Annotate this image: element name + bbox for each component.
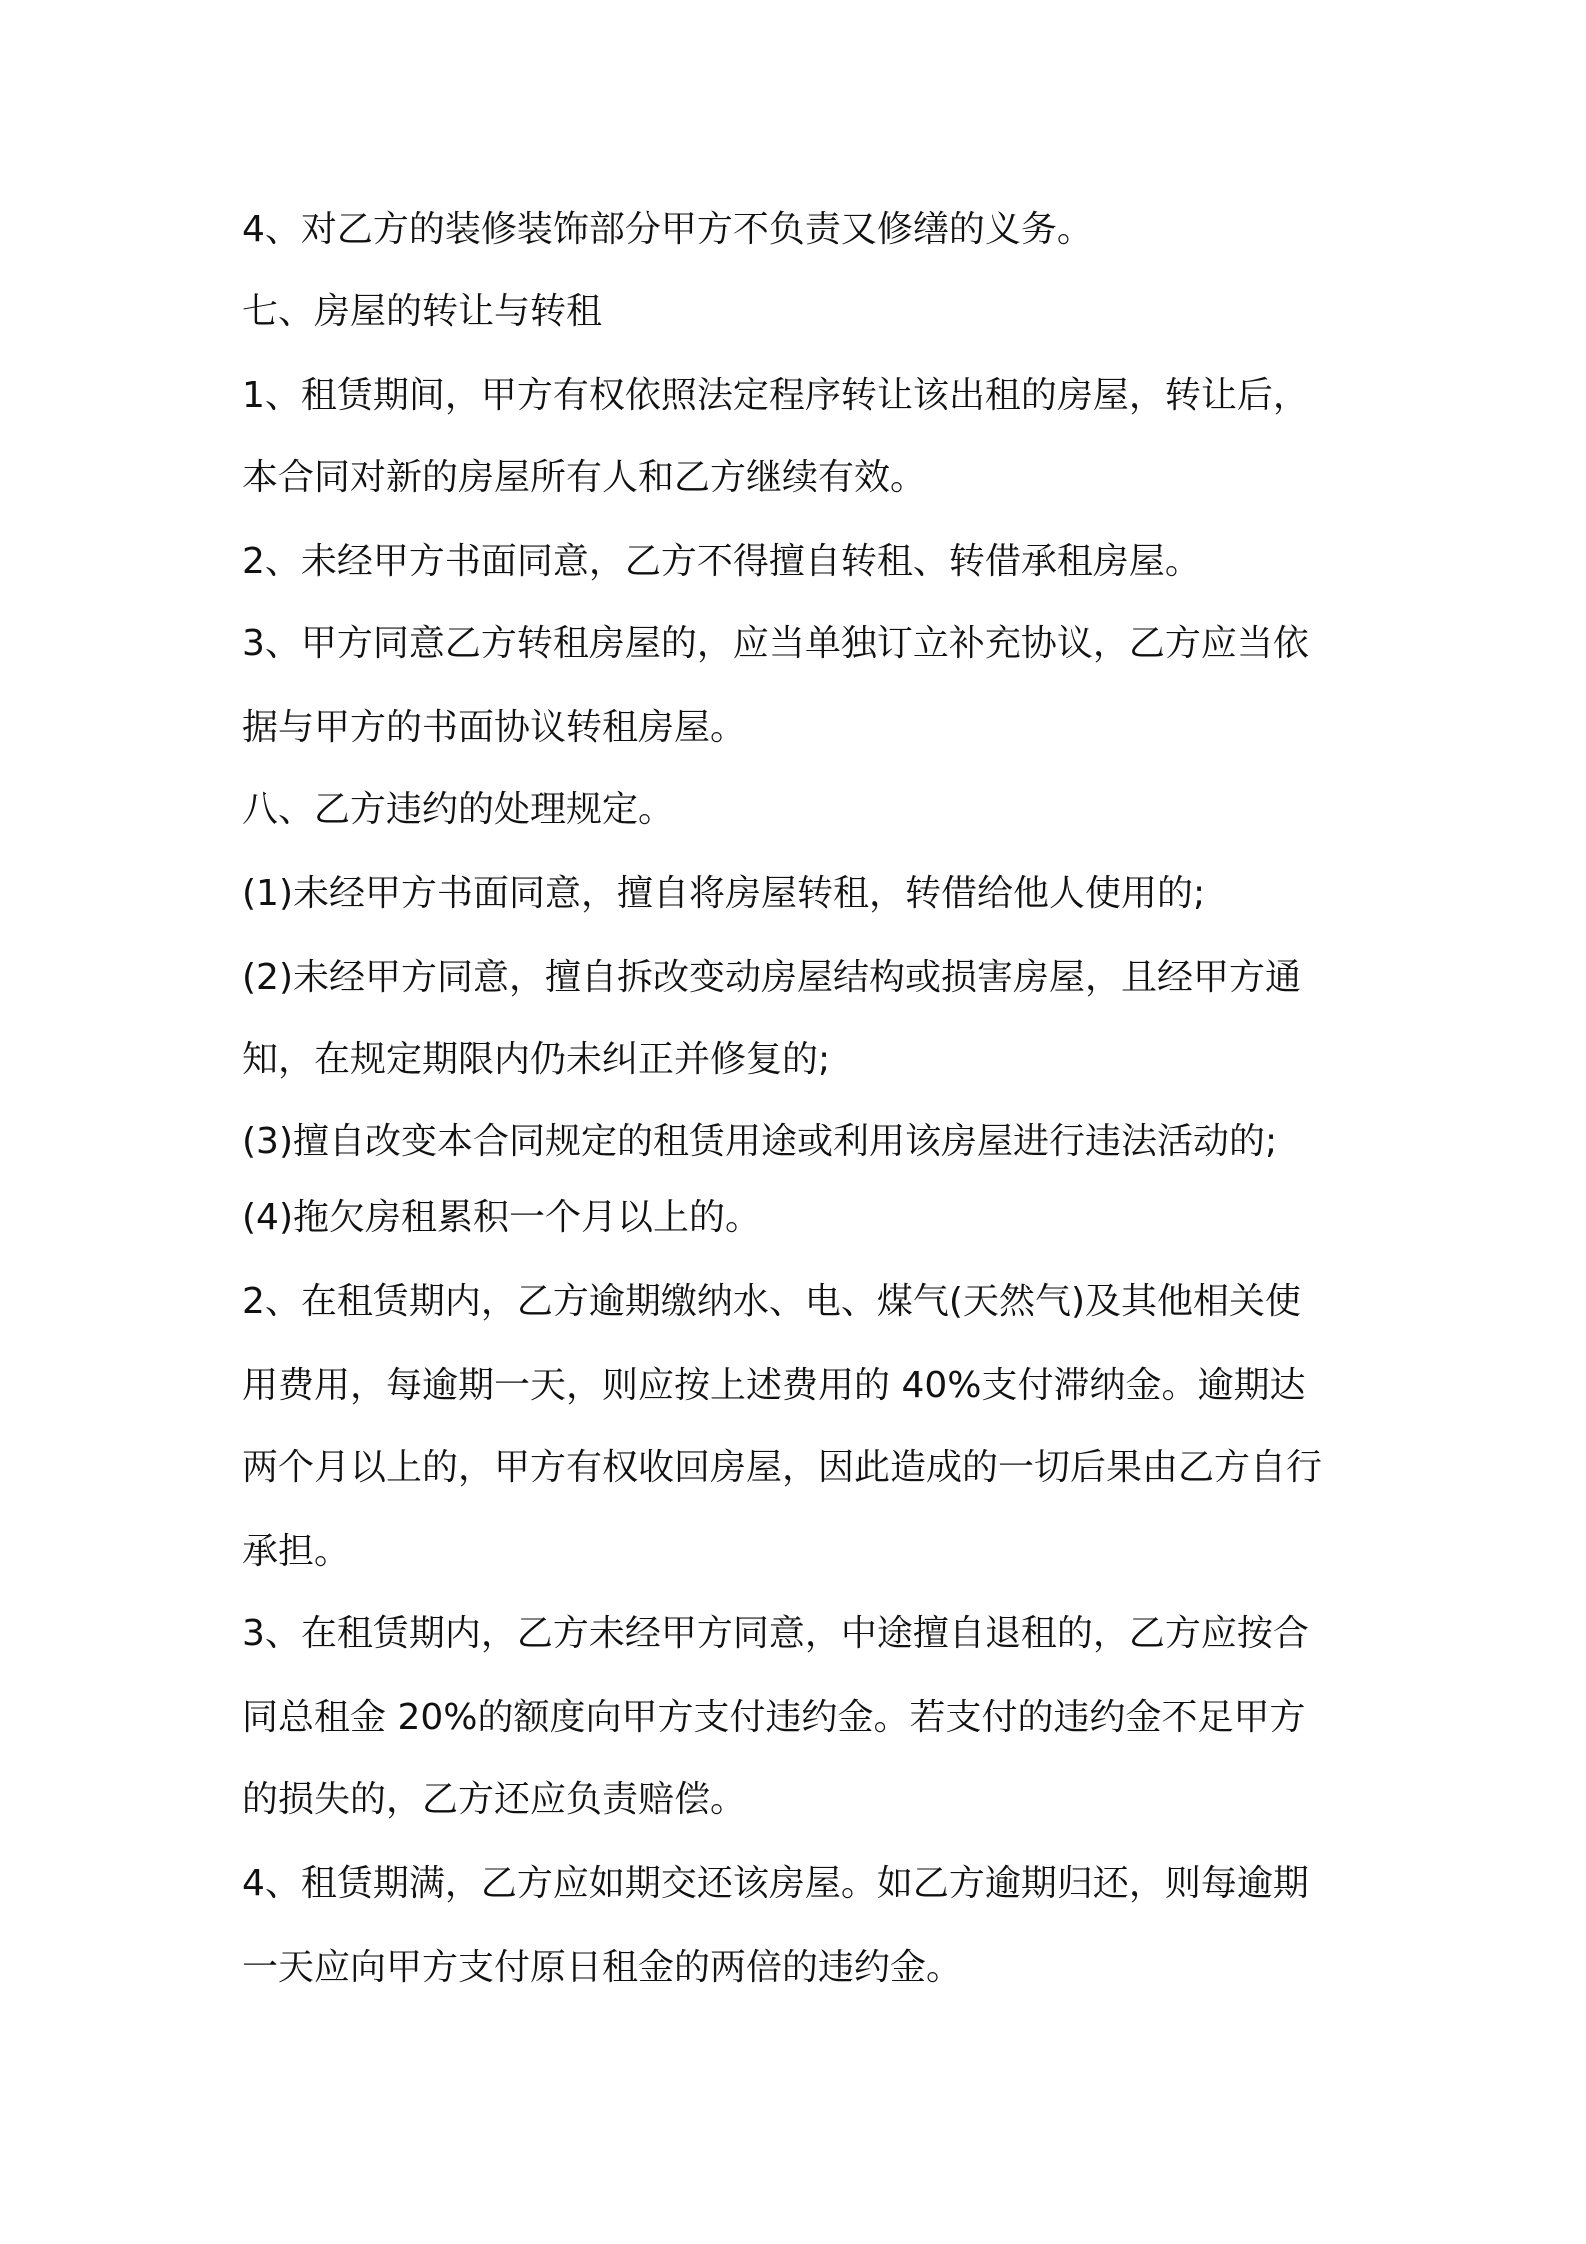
text-line: 知，在规定期限内仍未纠正并修复的;	[242, 1039, 831, 1080]
text-line: 2、在租赁期内，乙方逾期缴纳水、电、煤气(天然气)及其他相关使	[242, 1281, 1301, 1322]
text-line: (3)擅自改变本合同规定的租赁用途或利用该房屋进行违法活动的;	[242, 1121, 1278, 1162]
text-line: 一天应向甲方支付原日租金的两倍的违约金。	[242, 1947, 963, 1988]
text-line: 两个月以上的，甲方有权收回房屋，因此造成的一切后果由乙方自行	[242, 1447, 1323, 1488]
text-line: 4、对乙方的装修装饰部分甲方不负责又修缮的义务。	[242, 209, 1093, 250]
text-line: 同总租金 20%的额度向甲方支付违约金。若支付的违约金不足甲方	[242, 1697, 1306, 1738]
text-line: 2、未经甲方书面同意，乙方不得擅自转租、转借承租房屋。	[242, 541, 1201, 582]
text-line: 4、租赁期满，乙方应如期交还该房屋。如乙方逾期归还，则每逾期	[242, 1863, 1309, 1904]
text-line: 用费用，每逾期一天，则应按上述费用的 40%支付滞纳金。逾期达	[242, 1365, 1306, 1406]
text-line: (2)未经甲方同意，擅自拆改变动房屋结构或损害房屋，且经甲方通	[242, 957, 1301, 998]
section-heading: 八、乙方违约的处理规定。	[242, 789, 675, 830]
text-line: 本合同对新的房屋所有人和乙方继续有效。	[242, 457, 927, 498]
text-line: (4)拖欠房租累积一个月以上的。	[242, 1197, 761, 1238]
text-line: (1)未经甲方书面同意，擅自将房屋转租，转借给他人使用的;	[242, 873, 1206, 914]
text-line: 3、甲方同意乙方转租房屋的，应当单独订立补充协议，乙方应当依	[242, 623, 1309, 664]
text-line: 3、在租赁期内，乙方未经甲方同意，中途擅自退租的，乙方应按合	[242, 1613, 1309, 1654]
section-heading: 七、房屋的转让与转租	[242, 291, 603, 332]
text-line: 承担。	[242, 1531, 351, 1572]
text-line: 据与甲方的书面协议转租房屋。	[242, 707, 747, 748]
text-line: 1、租赁期间，甲方有权依照法定程序转让该出租的房屋，转让后，	[242, 375, 1309, 416]
text-line: 的损失的，乙方还应负责赔偿。	[242, 1779, 747, 1820]
